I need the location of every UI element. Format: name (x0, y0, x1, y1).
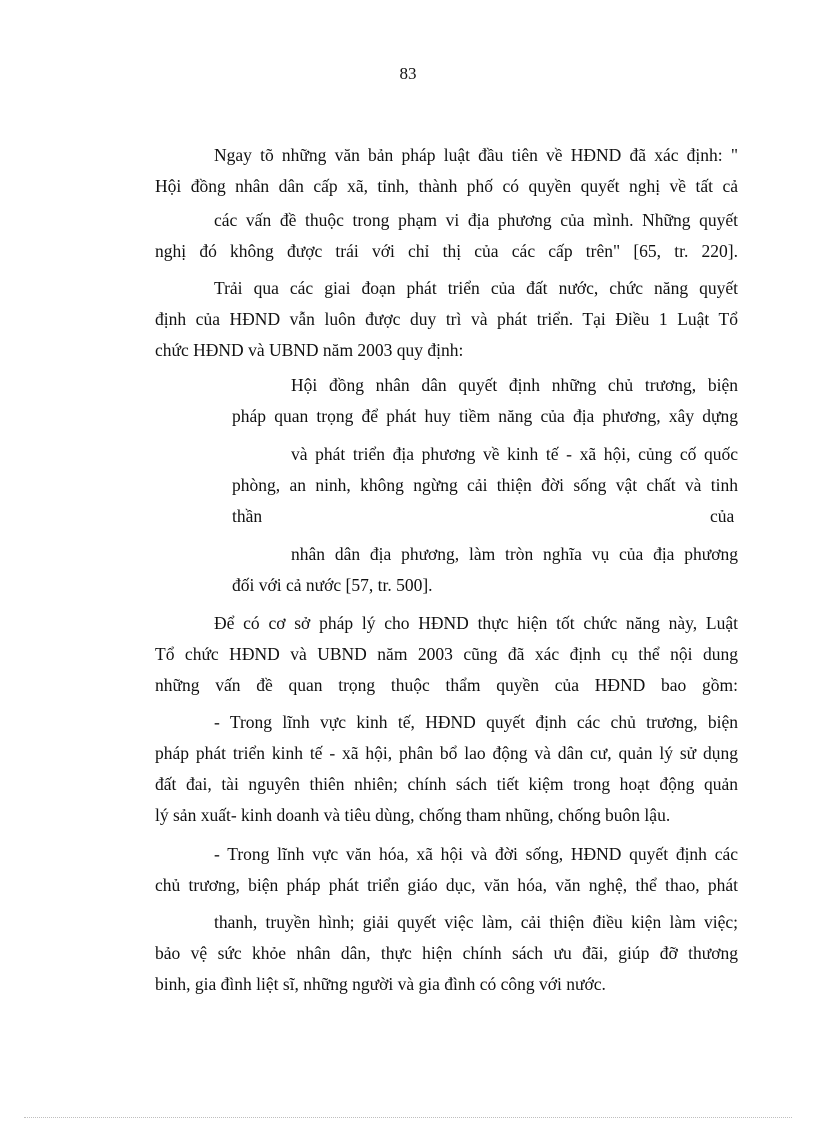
quote-line: đối với cả nước [57, tr. 500]. (232, 575, 433, 595)
page-bottom-divider (24, 1117, 792, 1118)
text-line: Trải qua các giai đoạn phát triển của đất nước, chức năng quyết (214, 278, 738, 298)
quote-line: pháp quan trọng để phát huy tiềm năng của địa phương, xây dựng (232, 406, 738, 426)
text-line: đất đai, tài nguyên thiên nhiên; chính sách tiết kiệm trong hoạt động quản (155, 774, 738, 794)
quote-line: nhân dân địa phương, làm tròn nghĩa vụ của địa phương (291, 544, 738, 564)
quote-line: phòng, an ninh, không ngừng cải thiện đời sống vật chất và tinh (232, 475, 738, 495)
text-line: Hội đồng nhân dân cấp xã, tỉnh, thành phố có quyền quyết nghị về tất cả (155, 176, 738, 196)
quote-line: thần (232, 506, 263, 526)
text-line: - Trong lĩnh vực kinh tế, HĐND quyết định các chủ trương, biện (214, 712, 738, 732)
text-line: lý sản xuất- kinh doanh và tiêu dùng, chống tham nhũng, chống buôn lậu. (155, 805, 671, 825)
text-line: những vấn đề quan trọng thuộc thẩm quyền của HĐND bao gồm: (155, 675, 738, 695)
text-line: binh, gia đình liệt sĩ, những người và gia đình có công với nước. (155, 974, 606, 994)
text-line: định của HĐND vẫn luôn được duy trì và phát triển. Tại Điều 1 Luật Tổ (155, 309, 738, 329)
quote-line: Hội đồng nhân dân quyết định những chủ trương, biện (291, 375, 738, 395)
text-line: Để có cơ sở pháp lý cho HĐND thực hiện tốt chức năng này, Luật (214, 613, 738, 633)
text-line: bảo vệ sức khỏe nhân dân, thực hiện chính sách ưu đãi, giúp đỡ thương (155, 943, 738, 963)
text-line: pháp phát triển kinh tế - xã hội, phân bổ lao động và dân cư, quản lý sử dụng (155, 743, 738, 763)
text-line: chủ trương, biện pháp phát triển giáo dục, văn hóa, văn nghệ, thể thao, phát (155, 875, 738, 895)
quote-line: và phát triển địa phương về kinh tế - xã hội, củng cố quốc (291, 444, 738, 464)
text-line: Tổ chức HĐND và UBND năm 2003 cũng đã xác định cụ thể nội dung (155, 644, 738, 664)
text-line: các vấn đề thuộc trong phạm vi địa phương của mình. Những quyết (214, 210, 738, 230)
text-line: Ngay tõ những văn bản pháp luật đầu tiên về HĐND đã xác định: " (214, 145, 738, 165)
quote-line: của (710, 506, 735, 526)
text-line: chức HĐND và UBND năm 2003 quy định: (155, 340, 464, 360)
text-line: nghị đó không được trái với chỉ thị của các cấp trên" [65, tr. 220]. (155, 241, 738, 261)
text-line: - Trong lĩnh vực văn hóa, xã hội và đời sống, HĐND quyết định các (214, 844, 738, 864)
page-number: 83 (399, 64, 417, 83)
text-line: thanh, truyền hình; giải quyết việc làm, cải thiện điều kiện làm việc; (214, 912, 738, 932)
